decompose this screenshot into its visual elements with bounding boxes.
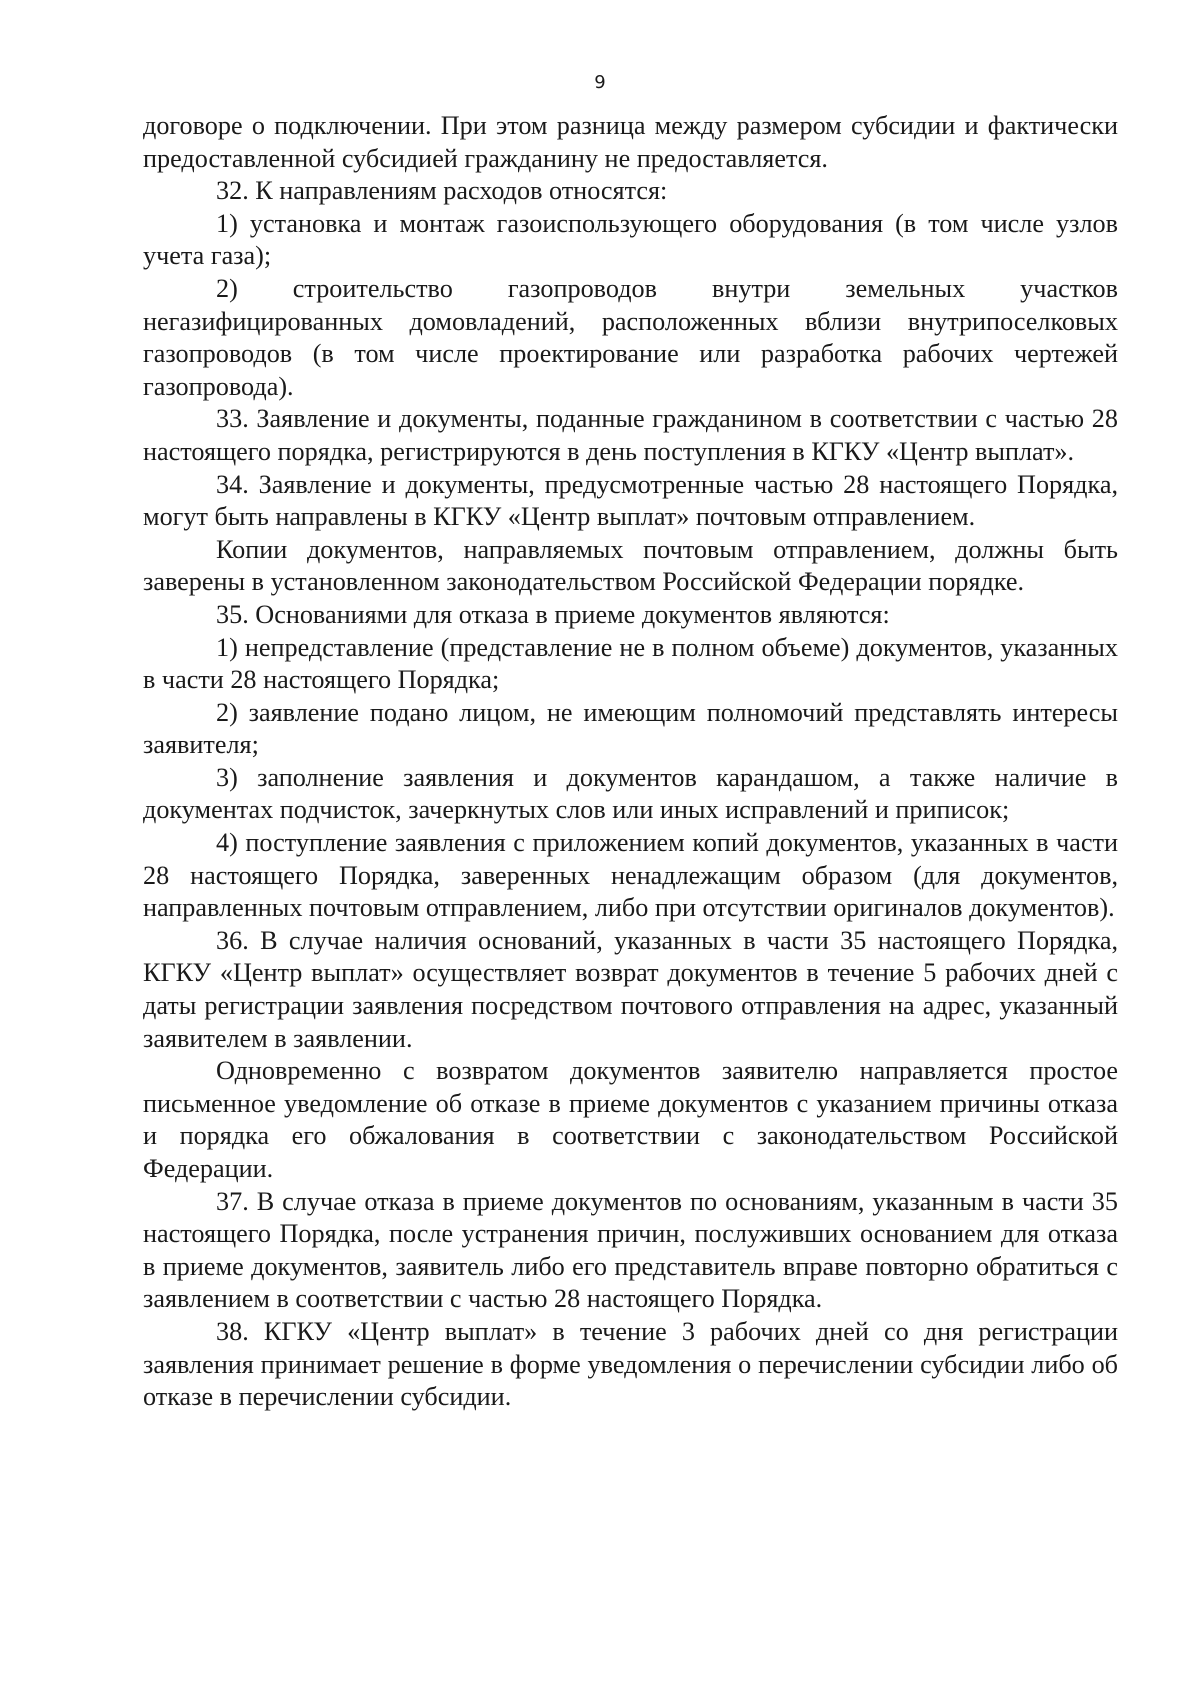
page-number: 9: [594, 72, 606, 93]
paragraph: 36. В случае наличия оснований, указанных в части 35 настоящего Порядка, КГКУ «Центр выплат» осуществляет возврат документов в течение 5 рабочих дней с даты регистрации заявления посредством почтового отправления на адрес, указанный заявителем в заявлении.: [143, 925, 1118, 1053]
paragraph: 1) непредставление (представление не в полном объеме) документов, указанных в части 28 настоящего Порядка;: [143, 632, 1118, 695]
paragraph: 38. КГКУ «Центр выплат» в течение 3 рабочих дней со дня регистрации заявления принимает решение в форме уведомления о перечислении субсидии либо об отказе в перечислении субсидии.: [143, 1316, 1118, 1412]
paragraph: 2) строительство газопроводов внутри земельных участков негазифицированных домовладений, расположенных вблизи внутрипоселковых газопроводов (в том числе проектирование или разработка рабочих чертежей газопровода).: [143, 273, 1118, 401]
paragraph: 37. В случае отказа в приеме документов по основаниям, указанным в части 35 настоящего Порядка, после устранения причин, послуживших основанием для отказа в приеме документов, заявитель либо его представитель вправе повторно обратиться с заявлением в соответствии с частью 28 настоящего Порядка.: [143, 1186, 1118, 1314]
document-body: [143, 110, 1118, 1414]
paragraph: 1) установка и монтаж газоиспользующего оборудования (в том числе узлов учета газа);: [143, 208, 1118, 271]
paragraph: 32. К направлениям расходов относятся:: [216, 176, 668, 206]
paragraph: договоре о подключении. При этом разница между размером субсидии и фактически предоставленной субсидией гражданину не предоставляется.: [143, 111, 1118, 173]
paragraph: 3) заполнение заявления и документов карандашом, а также наличие в документах подчисток, зачеркнутых слов или иных исправлений и приписок;: [143, 762, 1118, 825]
paragraph: 4) поступление заявления с приложением копий документов, указанных в части 28 настоящего Порядка, заверенных ненадлежащим образом (для документов, направленных почтовым отправлением, либо при отсутствии оригиналов документов).: [143, 828, 1118, 923]
paragraph: 34. Заявление и документы, предусмотренные частью 28 настоящего Порядка, могут быть направлены в КГКУ «Центр выплат» почтовым отправлением.: [143, 469, 1118, 532]
paragraph: 33. Заявление и документы, поданные гражданином в соответствии с частью 28 настоящего порядка, регистрируются в день поступления в КГКУ «Центр выплат».: [143, 404, 1118, 466]
paragraph: 35. Основаниями для отказа в приеме документов являются:: [216, 599, 890, 629]
paragraph: Одновременно с возвратом документов заявителю направляется простое письменное уведомление об отказе в приеме документов с указанием причины отказа и порядка его обжалования в соответствии с законодательством Российской Федерации.: [143, 1056, 1118, 1183]
paragraph: Копии документов, направляемых почтовым отправлением, должны быть заверены в установленном законодательством Российской Федерации порядке.: [143, 534, 1118, 597]
paragraph: 2) заявление подано лицом, не имеющим полномочий представлять интересы заявителя;: [143, 697, 1118, 760]
